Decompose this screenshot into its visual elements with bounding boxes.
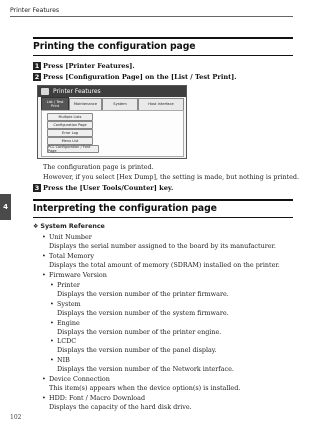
item-label: HDD: Font / Macro Download [49, 394, 146, 402]
section-title: Printing the configuration page [33, 41, 196, 52]
item-description: Displays the version number of the printer engine. [57, 328, 222, 336]
reference-heading [33, 223, 105, 230]
item-description: Displays the version number of the panel display. [57, 346, 217, 354]
item-label: Firmware Version [49, 271, 107, 279]
item-label: Device Connection [49, 375, 110, 383]
section-rule-top [33, 37, 293, 39]
item-description: Displays the version number of the printer firmware. [57, 290, 229, 298]
page-number: 102 [10, 414, 22, 421]
item-label: Total Memory [49, 252, 94, 260]
result-text: The configuration page is printed. [43, 163, 154, 171]
step-instruction: Press [Configuration Page] on the [List / Test Print]. [43, 73, 237, 81]
item-label: System [57, 300, 81, 308]
bullet: • [50, 281, 54, 289]
item-label: Printer [57, 281, 80, 289]
section-rule-bottom [33, 55, 293, 56]
step-number: 1 [34, 62, 40, 70]
bullet: • [42, 271, 46, 279]
reference-heading-label: System Reference [40, 223, 105, 230]
note-text: However, if you select [Hex Dump], the setting is made, but nothing is printed. [43, 173, 300, 181]
printer-icon [41, 88, 49, 95]
running-head: Printer Features [10, 7, 60, 14]
item-description: This item(s) appears when the device option(s) is installed. [49, 384, 241, 392]
menu-list-button[interactable]: Menu List [47, 137, 93, 145]
screen-title: Printer Features [53, 88, 101, 95]
section-title: Interpreting the configuration page [33, 203, 217, 214]
bullet: • [42, 375, 46, 383]
header-rule [10, 16, 293, 17]
bullet: • [42, 233, 46, 241]
item-label: NIB [57, 356, 70, 364]
bullet: • [50, 337, 54, 345]
multiple-lists-button[interactable]: Multiple Lists [47, 113, 93, 121]
error-log-button[interactable]: Error Log [47, 129, 93, 137]
item-description: Displays the capacity of the hard disk drive. [49, 403, 192, 411]
section-rule-bottom [33, 217, 293, 218]
tab-list-test-print[interactable]: List / Test Print [41, 97, 69, 112]
bullet: • [50, 300, 54, 308]
item-label: LCDC [57, 337, 77, 345]
tab-system[interactable]: System [102, 98, 138, 111]
configuration-page-button[interactable]: Configuration Page [47, 121, 93, 129]
bullet: • [42, 394, 46, 402]
tab-maintenance[interactable]: Maintenance [69, 98, 102, 111]
tab-host-interface[interactable]: Host Interface [138, 98, 184, 111]
bullet: • [42, 252, 46, 260]
item-label: Unit Number [49, 233, 92, 241]
item-label: Engine [57, 319, 80, 327]
pcl-configuration-button[interactable]: PCL Configuration / Font Page [47, 145, 99, 153]
item-description: Displays the total amount of memory (SDRAM) installed on the printer. [49, 261, 280, 269]
diamond-icon: ❖ [33, 223, 39, 230]
step-number: 3 [34, 184, 40, 192]
screen-title-bar [38, 86, 186, 97]
section-rule-top [33, 199, 293, 201]
item-description: Displays the serial number assigned to the board by its manufacturer. [49, 242, 276, 250]
item-description: Displays the version number of the Network interface. [57, 365, 234, 373]
step-number: 2 [34, 73, 40, 81]
step-instruction: Press the [User Tools/Counter] key. [43, 184, 174, 192]
chapter-tab: 4 [0, 194, 11, 220]
screen-panel [41, 110, 184, 157]
item-description: Displays the version number of the system firmware. [57, 309, 229, 317]
step-instruction: Press [Printer Features]. [43, 62, 135, 70]
printer-features-screen [37, 85, 187, 159]
bullet: • [50, 356, 54, 364]
bullet: • [50, 319, 54, 327]
